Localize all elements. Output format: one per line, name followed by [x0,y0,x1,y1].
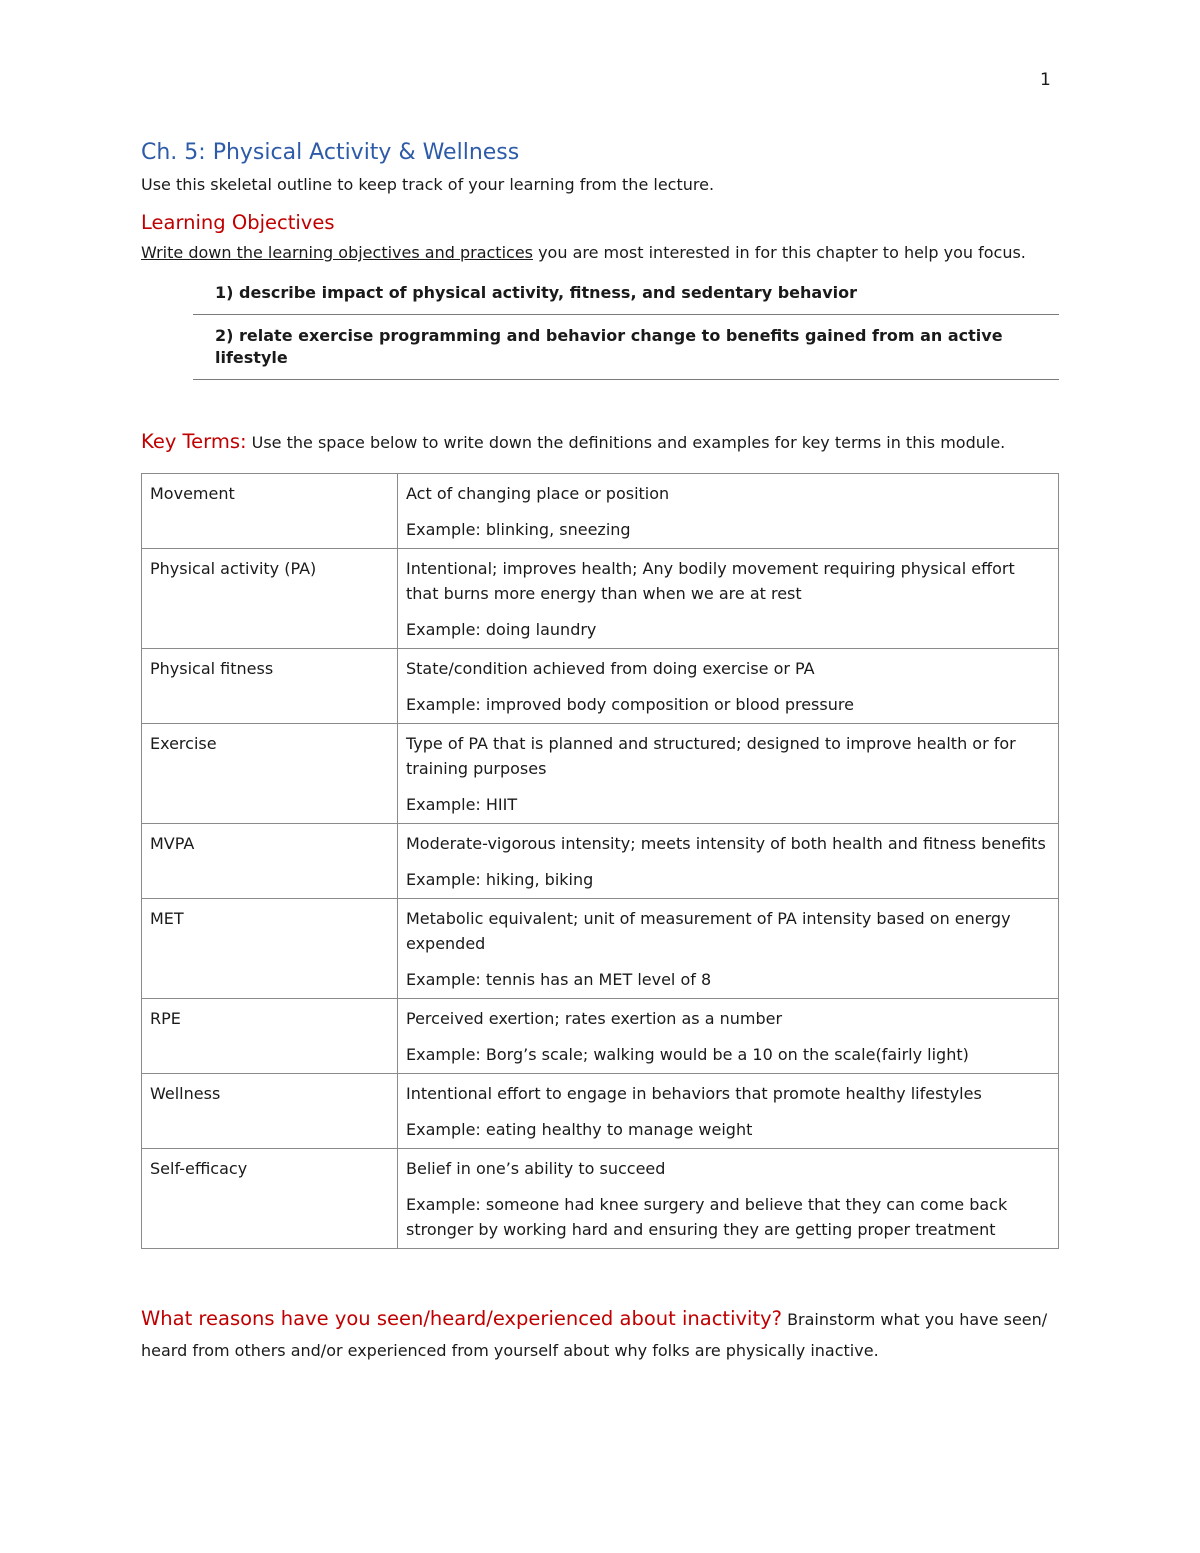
example-text: Example: hiking, biking [406,870,594,889]
term-cell: Exercise [142,724,398,824]
example-text: Example: blinking, sneezing [406,520,631,539]
document-body [141,138,1059,1366]
term-cell: Physical fitness [142,649,398,724]
definition-text: State/condition achieved from doing exercise or PA [406,659,815,678]
table-row [142,1074,1059,1149]
term-cell: MET [142,899,398,999]
inactivity-instruction: Brainstorm what you have seen/ heard from others and/or experienced from yourself about why folks are physically inactive. [141,1310,1048,1360]
term-cell: Movement [142,474,398,549]
table-row [142,474,1059,549]
example-text: Example: Borg’s scale; walking would be a 10 on the scale(fairly light) [406,1045,969,1064]
table-row [142,549,1059,649]
objectives-list [193,272,1059,380]
example-text: Example: tennis has an MET level of 8 [406,970,712,989]
term-cell: RPE [142,999,398,1074]
learning-objectives-heading: Learning Objectives [141,211,335,234]
table-row [142,999,1059,1074]
definition-cell [398,549,1059,649]
definition-text: Intentional; improves health; Any bodily movement requiring physical effort that burns more energy than when we are at rest [406,559,1015,603]
table-row [142,649,1059,724]
table-row [142,824,1059,899]
definition-cell [398,899,1059,999]
example-text: Example: doing laundry [406,620,597,639]
example-text: Example: someone had knee surgery and believe that they can come back stronger by working hard and ensuring they are getting proper treatment [406,1195,1008,1239]
definition-text: Act of changing place or position [406,484,670,503]
definition-cell [398,474,1059,549]
definition-text: Moderate-vigorous intensity; meets intensity of both health and fitness benefits [406,834,1046,853]
inactivity-section [141,1303,1059,1366]
learning-objectives-prompt [141,242,1059,264]
table-row [142,724,1059,824]
definition-text: Perceived exertion; rates exertion as a number [406,1009,783,1028]
definition-cell [398,649,1059,724]
term-cell: MVPA [142,824,398,899]
page-number: 1 [1040,70,1051,90]
objective-item: 1) describe impact of physical activity, fitness, and sedentary behavior [193,272,1059,315]
example-text: Example: HIIT [406,795,518,814]
table-row [142,1149,1059,1249]
definition-text: Type of PA that is planned and structured; designed to improve health or for training purposes [406,734,1016,778]
definition-text: Metabolic equivalent; unit of measurement of PA intensity based on energy expended [406,909,1011,953]
definition-cell [398,1074,1059,1149]
definition-cell [398,1149,1059,1249]
prompt-underlined: Write down the learning objectives and practices [141,243,533,262]
definition-cell [398,999,1059,1074]
key-terms-intro [141,430,1059,455]
prompt-rest: you are most interested in for this chapter to help you focus. [533,243,1026,262]
inactivity-heading: What reasons have you seen/heard/experienced about inactivity? [141,1307,782,1330]
example-text: Example: eating healthy to manage weight [406,1120,753,1139]
example-text: Example: improved body composition or blood pressure [406,695,854,714]
key-terms-heading: Key Terms: [141,430,247,453]
term-cell: Wellness [142,1074,398,1149]
definition-text: Belief in one’s ability to succeed [406,1159,666,1178]
intro-text: Use this skeletal outline to keep track of your learning from the lecture. [141,175,715,194]
key-terms-table [141,473,1059,1249]
key-terms-instruction: Use the space below to write down the definitions and examples for key terms in this module. [246,433,1006,452]
page-title: Ch. 5: Physical Activity & Wellness [141,140,520,165]
term-cell: Self-efficacy [142,1149,398,1249]
definition-cell [398,824,1059,899]
term-cell: Physical activity (PA) [142,549,398,649]
table-row [142,899,1059,999]
objective-item: 2) relate exercise programming and behavior change to benefits gained from an active lifestyle [193,315,1059,380]
definition-text: Intentional effort to engage in behaviors that promote healthy lifestyles [406,1084,982,1103]
definition-cell [398,724,1059,824]
